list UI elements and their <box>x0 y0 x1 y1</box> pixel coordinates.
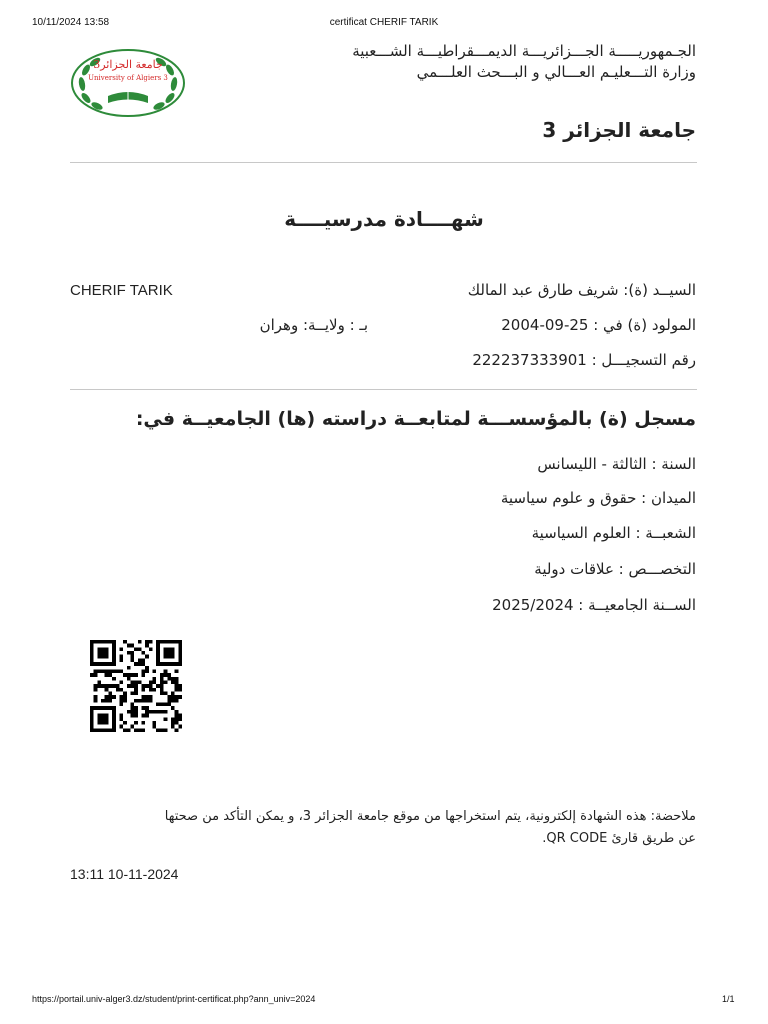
print-datetime: 10/11/2024 13:58 <box>32 17 110 28</box>
study-branch: الشعبــة : العلوم السياسية <box>531 524 696 542</box>
university-logo <box>70 48 186 118</box>
study-field: الميدان : حقوق و علوم سياسية <box>500 489 696 507</box>
registration-number: رقم التسجيـــل : 222237333901 <box>472 351 696 369</box>
print-title: certificat CHERIF TARIK <box>329 17 439 28</box>
print-url: https://portail.univ-alger3.dz/student/print-certificat.php?ann_univ=2024 <box>32 994 316 1004</box>
print-page-number: 1/1 <box>722 994 735 1004</box>
note-line-2: عن طريق قارئ QR CODE. <box>542 831 696 846</box>
university-name: جامعة الجزائر 3 <box>542 118 696 142</box>
study-year: السنة : الثالثة - الليسانس <box>537 455 696 473</box>
birth-place: بـ : ولايــة: وهران <box>259 316 368 334</box>
logo-latin-text: University of Algiers 3 <box>88 74 168 82</box>
divider <box>70 389 697 390</box>
qr-modules <box>90 640 182 732</box>
divider <box>70 162 697 163</box>
note-line-1: ملاحضة: هذه الشهادة إلكترونية، يتم استخراجها من موقع جامعة الجزائر 3، و يمكن التأكد من صحتها <box>164 809 696 824</box>
ministry-line: وزارة التـــعليـم العـــالي و البـــحث العلـــمي <box>416 63 696 81</box>
student-name: السيــد (ة): شريف طارق عبد المالك <box>467 281 696 299</box>
logo-arabic-text: جامعة الجزائر3 <box>93 58 163 71</box>
issue-datetime: 13:11 10-11-2024 <box>70 866 179 882</box>
study-specialty: التخصـــص : علاقات دولية <box>534 560 696 578</box>
certificate-title: شهــــادة مدرسيــــة <box>284 207 484 231</box>
qr-code <box>90 640 186 732</box>
republic-line: الجـمهوريـــــة الجـــزائريـــة الديمـــقراطيـــة الشـــعبية <box>352 42 696 60</box>
academic-year: الســنة الجامعيــة : 2025/2024 <box>492 596 696 614</box>
enrollment-heading: مسجل (ة) بالمؤسســـة لمتابعــة دراسته (ها) الجامعيــة في: <box>135 408 696 430</box>
latin-name: CHERIF TARIK <box>70 282 173 299</box>
birth-date: المولود (ة) في : 25-09-2004 <box>501 316 696 334</box>
